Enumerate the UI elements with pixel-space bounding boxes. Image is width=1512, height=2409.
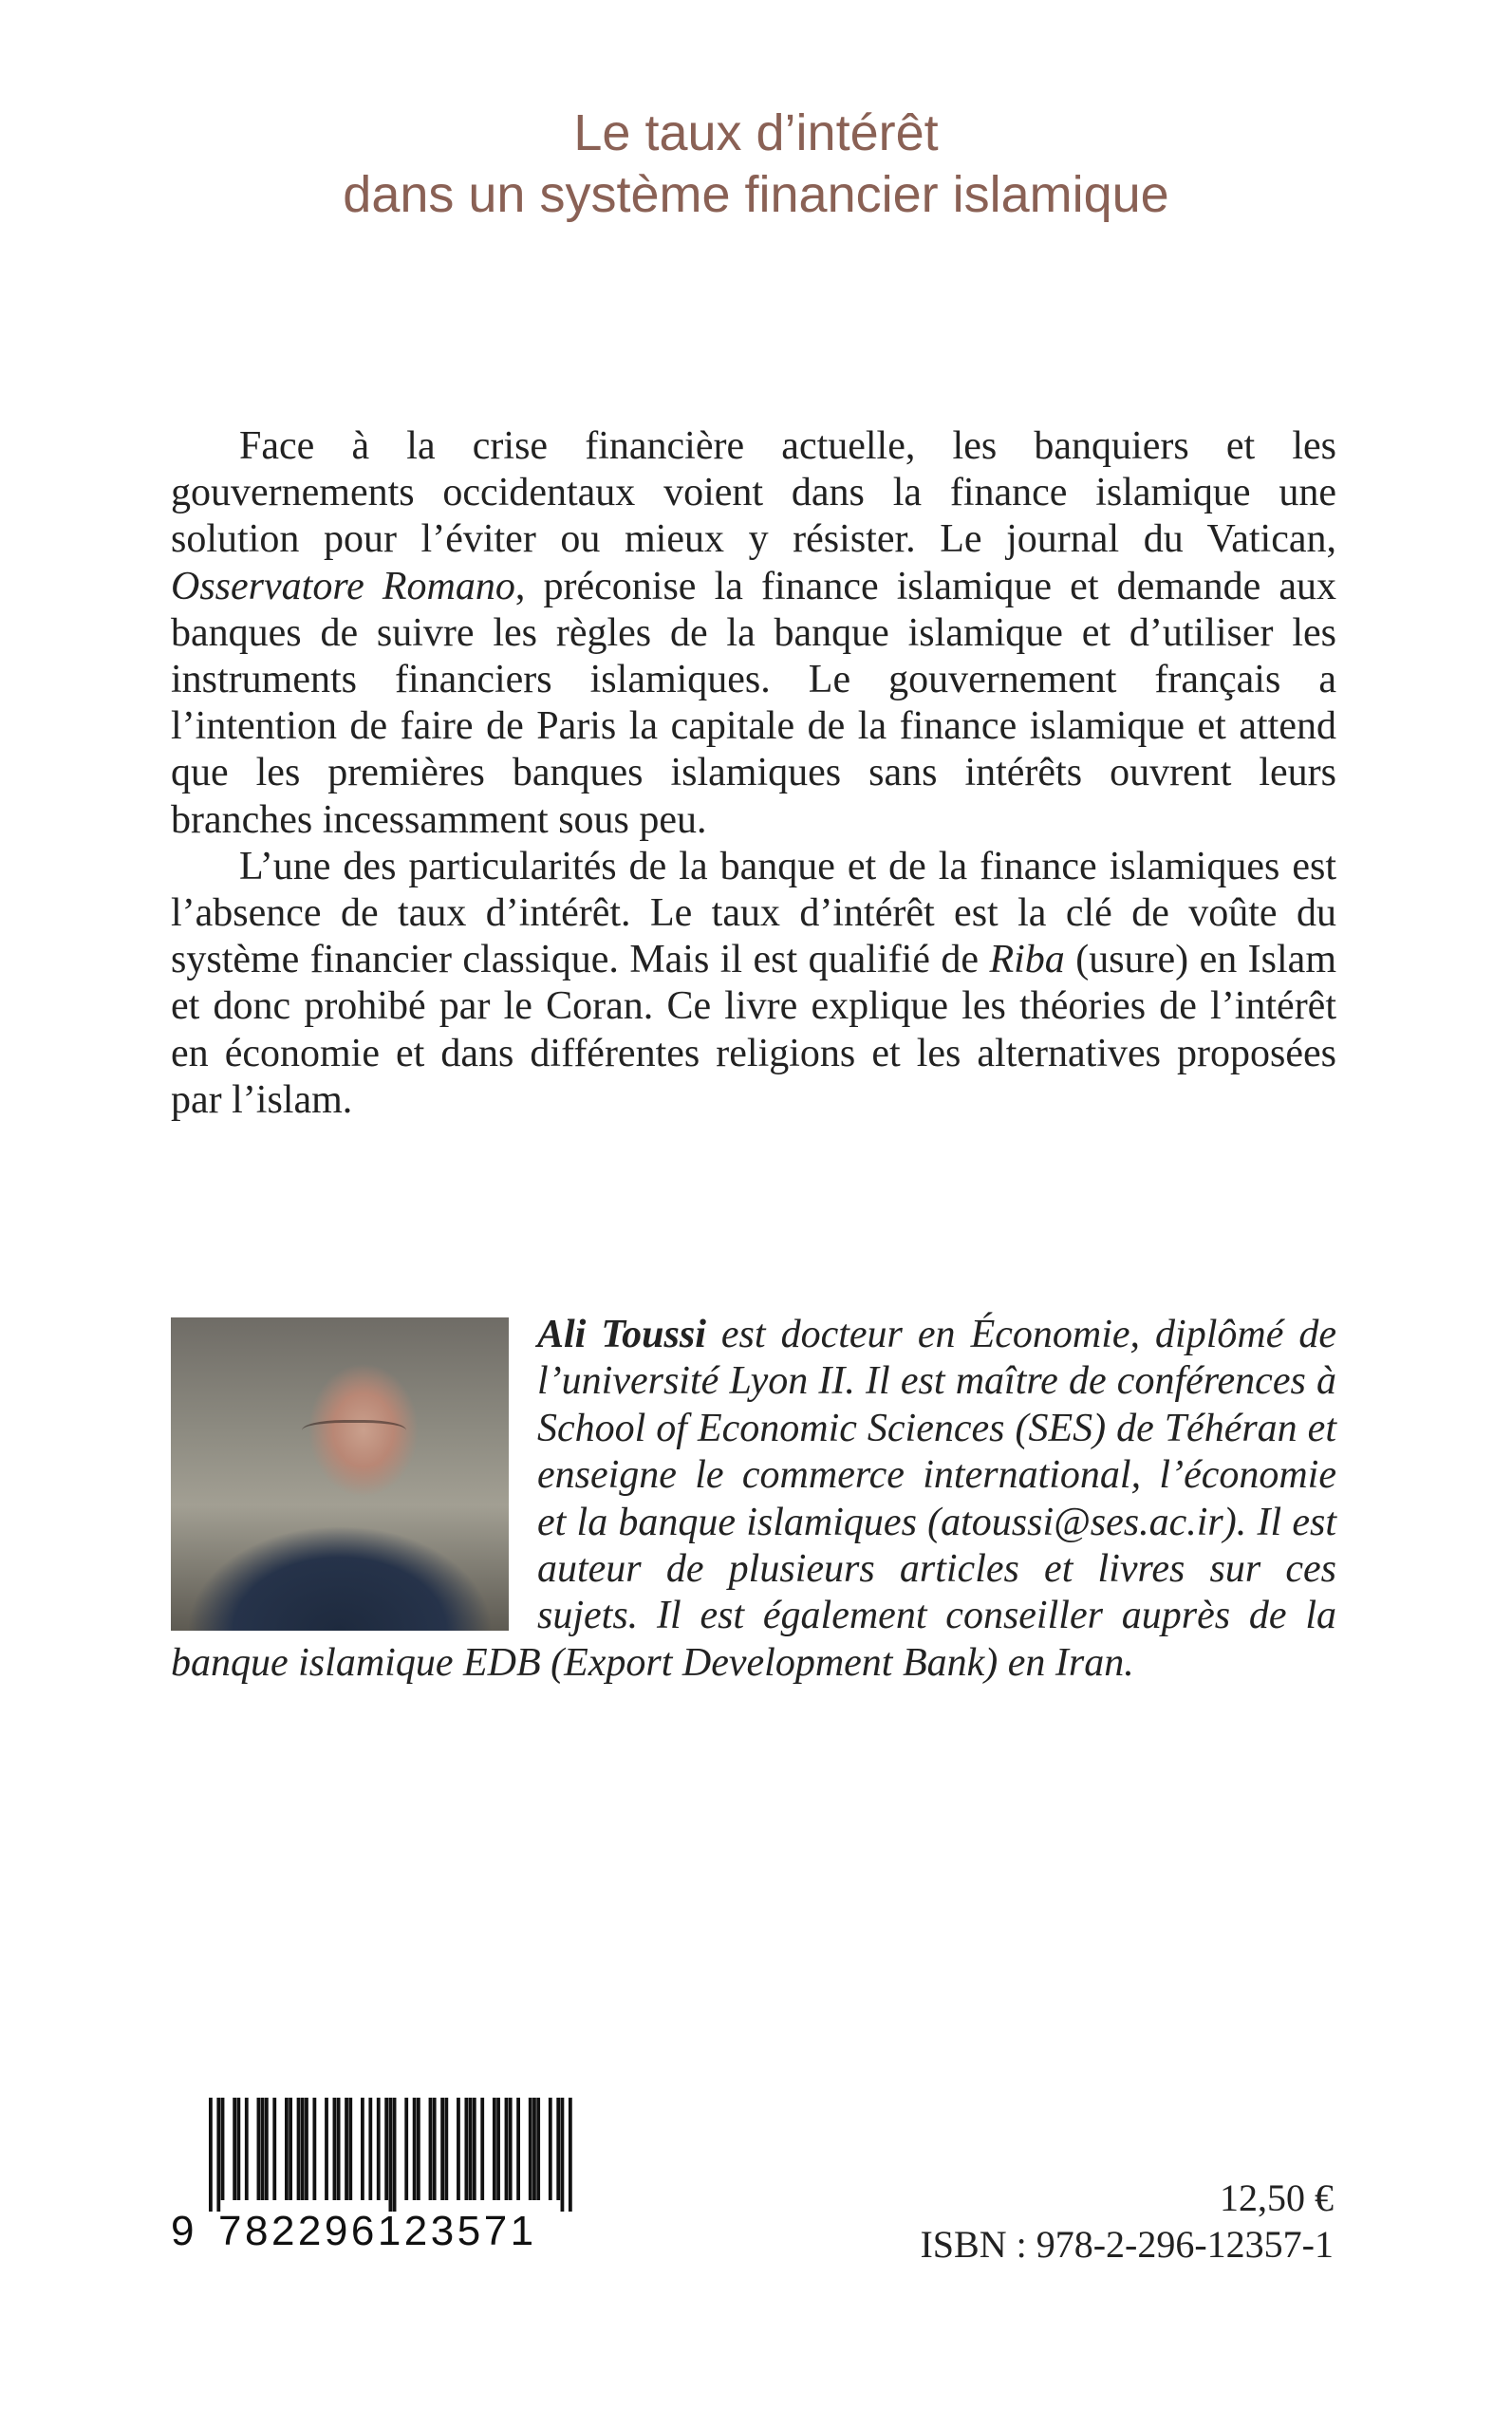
barcode-bars (209, 2098, 588, 2212)
barcode-bar (444, 2098, 448, 2200)
barcode-bar (333, 2098, 337, 2200)
title-line-1: Le taux d’intérêt (573, 104, 939, 161)
barcode-first-digit: 9 (171, 2208, 195, 2254)
barcode-bar (509, 2098, 513, 2200)
barcode-bar (480, 2098, 484, 2200)
blurb-p1-text-b: , préconise la finance islamique et demande aux banques de suivre les règles de la banque islamique et d’utiliser les instruments financiers islamiques. Le gouvernement français a l’intention de faire de Paris la capitale de la finance islamique et attend que les premières banques islamiques sans intérêts ouvrent leurs branches incessamment sous peu. (171, 564, 1336, 842)
barcode-bar (529, 2098, 532, 2200)
author-bio-body: est docteur en Économie, diplômé de l’université Lyon II. Il est maître de conférences à School of Economic Sciences (SES) de Téhéran et enseigne le commerce international, l’économie et la banque islamiques (atoussi@ses.ac.ir). Il est auteur de plusieurs articles et livres sur ces sujets. Il est également conseiller auprès de la banque islamique EDB (Export Development Bank) en Iran. (171, 1313, 1336, 1685)
barcode-bar (245, 2098, 249, 2200)
author-name: Ali Toussi (537, 1313, 706, 1356)
barcode-bar (209, 2098, 213, 2212)
barcode-bar (368, 2098, 372, 2200)
barcode-bar (516, 2098, 520, 2200)
barcode-bar (433, 2098, 437, 2200)
price: 12,50 € (1220, 2176, 1334, 2219)
blurb-p2-text-a: L’une des particularités de la banque et de la finance islamiques est l’absence de taux d’intérêt. Le taux d’intérêt est la clé de voûte du système financier classique. Mais il est qualifié de (171, 844, 1336, 982)
barcode-bar (384, 2098, 388, 2200)
barcode-bar (305, 2098, 308, 2200)
barcode-bar (221, 2098, 225, 2200)
barcode-bar (429, 2098, 433, 2200)
barcode-number: 782296123571 (218, 2208, 537, 2254)
blurb-paragraph-2 (171, 844, 1336, 1124)
barcode-digits (171, 2210, 588, 2253)
barcode-bar (272, 2098, 276, 2200)
barcode-bar (469, 2098, 473, 2200)
barcode-bar (361, 2098, 364, 2200)
title-line-2: dans un système financier islamique (343, 166, 1169, 223)
barcode-bar (505, 2098, 509, 2200)
barcode-bar (257, 2098, 261, 2200)
barcode-bar (561, 2098, 565, 2212)
barcode-bar (325, 2098, 328, 2200)
barcode-bar (413, 2098, 417, 2200)
blurb-p2-text-b: (usure) en Islam et donc prohibé par le Coran. Ce livre explique les théories de l’intérêt en économie et dans différentes religions et les alternatives proposées par l’islam. (171, 938, 1336, 1122)
barcode-bar (297, 2098, 301, 2200)
barcode-bar (289, 2098, 292, 2200)
barcode-bar (301, 2098, 305, 2200)
glasses-icon (302, 1420, 406, 1446)
barcode-bar (569, 2098, 572, 2212)
barcode-bar (493, 2098, 496, 2200)
barcode-bar (388, 2098, 392, 2212)
barcode-bar (377, 2098, 381, 2200)
barcode-bar (404, 2098, 408, 2200)
barcode-bar (312, 2098, 316, 2200)
blurb-p1-text-a: Face à la crise financière actuelle, les banquiers et les gouvernements occidentaux voient dans la finance islamique une solution pour l’éviter ou mieux y résister. Le journal du Vatican, (171, 424, 1336, 562)
book-title (0, 103, 1512, 226)
barcode-bar (457, 2098, 460, 2200)
barcode-bar (417, 2098, 420, 2200)
barcode-bar (532, 2098, 536, 2200)
barcode-bar (265, 2098, 269, 2200)
blurb-paragraph-1 (171, 423, 1336, 844)
barcode-bar (464, 2098, 468, 2200)
isbn-barcode (171, 2098, 588, 2253)
barcode-bar (393, 2098, 397, 2212)
barcode-bar (536, 2098, 540, 2200)
author-bio (171, 1312, 1336, 1687)
barcode-bar (236, 2098, 240, 2200)
author-photo (171, 1317, 509, 1631)
barcode-bar (348, 2098, 352, 2200)
blurb-p1-journal-name: Osservatore Romano (171, 564, 515, 608)
barcode-bar (216, 2098, 220, 2212)
isbn: ISBN : 978-2-296-12357-1 (920, 2223, 1334, 2266)
barcode-bar (549, 2098, 552, 2200)
blurb-p2-term: Riba (989, 938, 1065, 982)
barcode-bar (440, 2098, 444, 2200)
barcode-bar (233, 2098, 236, 2200)
barcode-bar (473, 2098, 476, 2200)
barcode-bar (345, 2098, 348, 2200)
back-cover-blurb (171, 423, 1336, 1124)
barcode-bar (556, 2098, 560, 2200)
barcode-bar (285, 2098, 289, 2200)
barcode-bar (261, 2098, 265, 2200)
barcode-bar (496, 2098, 500, 2200)
barcode-bar (337, 2098, 341, 2200)
